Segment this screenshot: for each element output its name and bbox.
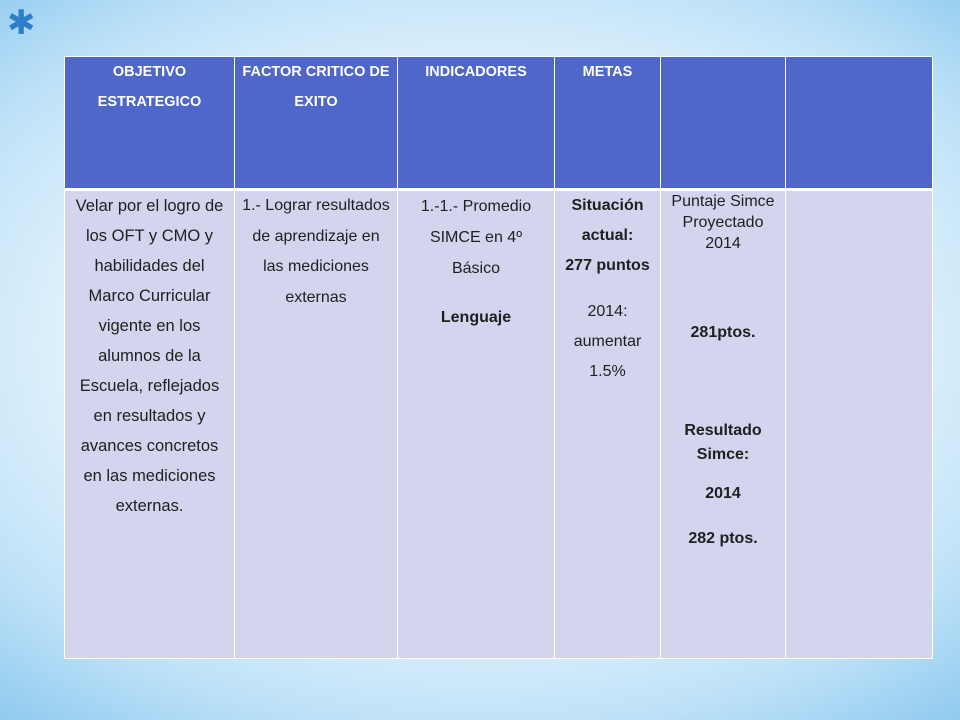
resultado-value: 282 ptos. [688, 530, 758, 547]
cell-indicadores [398, 190, 555, 659]
header-objetivo-estrategico: OBJETIVO ESTRATEGICO [65, 57, 235, 190]
cell-objetivo [65, 190, 235, 659]
situacion-actual-label: Situación actual: [571, 197, 644, 244]
proyeccion-value: 281ptos. [690, 324, 756, 341]
situacion-actual-value: 277 puntos [565, 257, 650, 274]
resultado-label: Resultado Simce: [684, 422, 762, 463]
header-factor-critico: FACTOR CRITICO DE EXITO [235, 57, 398, 190]
cell-factor [235, 190, 398, 659]
indicador-subject: Lenguaje [440, 309, 512, 326]
meta-goal: 2014: aumentar 1.5% [573, 303, 642, 380]
strategic-plan-table [64, 56, 933, 659]
proyeccion-label: Puntaje Simce Proyectado 2014 [671, 193, 775, 252]
header-metas: METAS [555, 57, 661, 190]
resultado-year: 2014 [705, 485, 741, 502]
header-column-5 [661, 57, 786, 190]
cell-proyeccion [661, 190, 786, 659]
factor-text: 1.- Lograr resultados de aprendizaje en las mediciones externas [242, 197, 390, 306]
cell-column-6 [786, 190, 933, 659]
table-header-row [65, 57, 933, 190]
objetivo-text: Velar por el logro de los OFT y CMO y habilidades del Marco Curricular vigente en los alumnos de la Escuela, reflejados en resultados y avances concretos en las mediciones externas. [75, 197, 224, 515]
indicador-text: 1.-1.- Promedio SIMCE en 4º Básico [420, 198, 532, 277]
header-indicadores: INDICADORES [398, 57, 555, 190]
table-row [65, 190, 933, 659]
header-column-6 [786, 57, 933, 190]
cell-metas [555, 190, 661, 659]
star-bullet-icon: ✱ [7, 3, 36, 43]
